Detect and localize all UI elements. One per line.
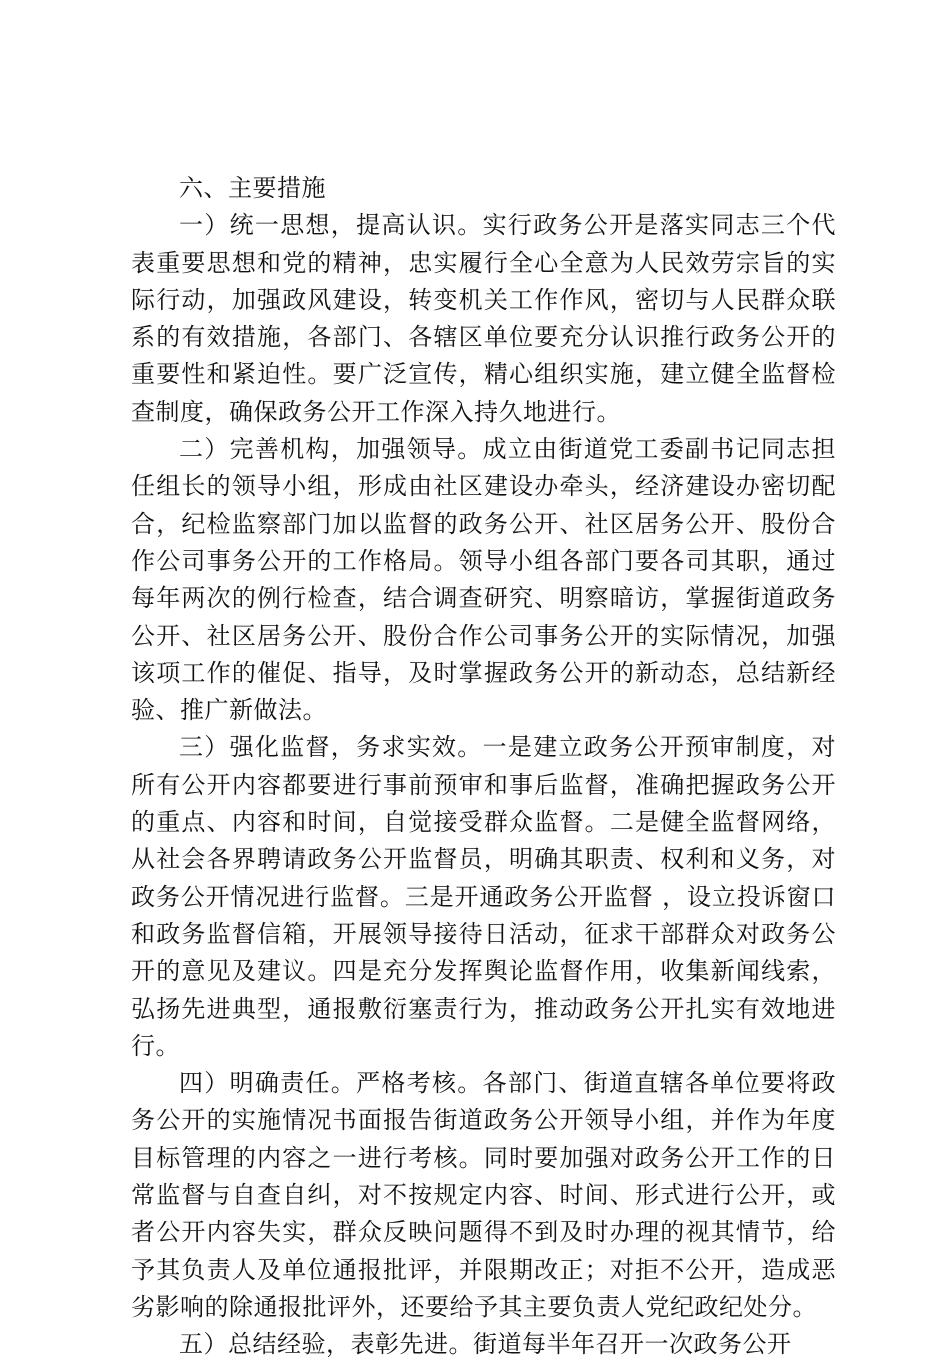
paragraph-2: 二）完善机构，加强领导。成立由街道党工委副书记同志担任组长的领导小组，形成由社区建设办牵头，经济建设办密切配合，纪检监察部门加以监督的政务公开、社区居务公开、股份合作公司事务公开的工作格局。领导小组各部门要各司其职，通过每年两次的例行检查，结合调查研究、明察暗访，掌握街道政务公开、社区居务公开、股份合作公司事务公开的实际情况，加强该项工作的催促、指导，及时掌握政务公开的新动态，总结新经验、推广新做法。 [131, 435, 836, 725]
document-body [131, 170, 836, 1364]
paragraph-3: 三）强化监督，务求实效。一是建立政务公开预审制度，对所有公开内容都要进行事前预审和事后监督，准确把握政务公开的重点、内容和时间，自觉接受群众监督。二是健全监督网络，从社会各界聘请政务公开监督员，明确其职责、权利和义务，对政务公开情况进行监督。三是开通政务公开监督 ，设立投诉窗口和政务监督信箱，开展领导接待日活动，征求干部群众对政务公开的意见及建议。四是充分发挥舆论监督作用，收集新闻线索，弘扬先进典型，通报敷衍塞责行为，推动政务公开扎实有效地进行。 [131, 733, 836, 1060]
paragraph-5: 五）总结经验，表彰先进。街道每半年召开一次政务公开 [179, 1330, 792, 1359]
section-heading: 六、主要措施 [179, 174, 326, 202]
paragraph-4: 四）明确责任。严格考核。各部门、街道直辖各单位要将政务公开的实施情况书面报告街道政务公开领导小组，并作为年度目标管理的内容之一进行考核。同时要加强对政务公开工作的日常监督与自查自纠，对不按规定内容、时间、形式进行公开，或者公开内容失实，群众反映问题得不到及时办理的视其情节，给予其负责人及单位通报批评，并限期改正；对拒不公开，造成恶劣影响的除通报批评外，还要给予其主要负责人党纪政纪处分。 [131, 1069, 836, 1321]
paragraph-1: 一）统一思想，提高认识。实行政务公开是落实同志三个代表重要思想和党的精神，忠实履行全心全意为人民效劳宗旨的实际行动，加强政风建设，转变机关工作作风，密切与人民群众联系的有效措施，各部门、各辖区单位要充分认识推行政务公开的重要性和紧迫性。要广泛宣传，精心组织实施，建立健全监督检查制度，确保政务公开工作深入持久地进行。 [131, 211, 836, 426]
